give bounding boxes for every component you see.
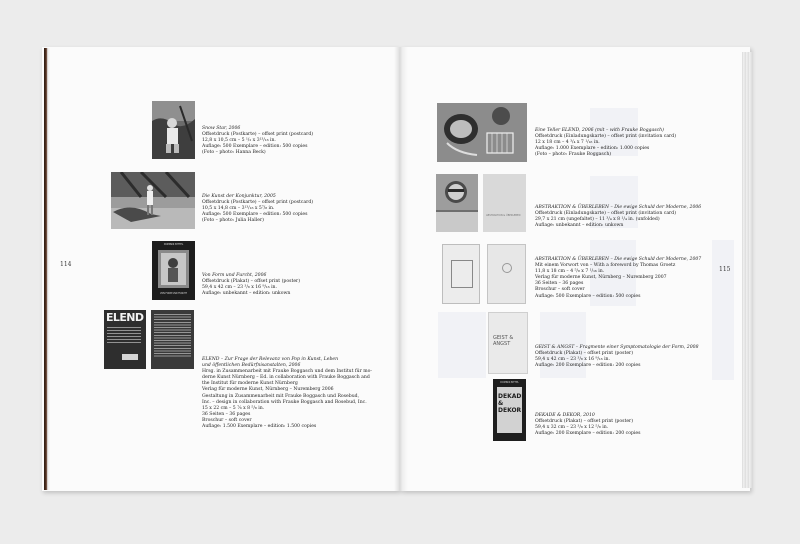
entry-line: (Foto – photo: Hanna Beck): [202, 150, 266, 156]
entry-line: Offsetdruck (Plakat) – offset print (poster): [535, 419, 634, 425]
page-stack-edge: [742, 52, 752, 488]
entry-line: Offsetdruck (Einladungskarte) – offset print (invitation card): [535, 211, 676, 217]
entry-line: (Foto – photo: Julia Haller): [202, 218, 264, 224]
entry-title: Die Kunst der Konjunktur, 2005: [202, 194, 276, 199]
geist-angst-title: GEIST & ANGST: [493, 335, 514, 347]
entry-title: Snow Star, 2006: [202, 126, 241, 131]
entry-line: Auflage: 500 Exemplare – edition: 500 copies: [202, 144, 308, 150]
entry-line: Gestaltung in Zusammenarbeit mit Frauke Boggasch und Rosebud,: [202, 393, 360, 399]
dekade-title: DEKADE & DEKOR: [498, 393, 526, 414]
entry-dekade-dekor: [535, 413, 641, 437]
entry-von-form: [202, 273, 300, 297]
entry-konjunktur: [202, 194, 313, 224]
entry-line: 59,4 x 42 cm – 23 ³/₈ x 16 ⁹/₁₆ in.: [535, 357, 610, 363]
page-number-right: 115: [719, 266, 731, 273]
elend-cover-lines: [107, 327, 141, 345]
elend-cover-logo: [122, 354, 138, 360]
entry-title: ABSTRAKTION & ÜBERLEBEN – Die ewige Schuld der Moderne, 2006: [535, 205, 702, 210]
show-through-5: [438, 312, 486, 378]
entry-line: Broschur – soft cover: [202, 417, 252, 423]
entry-line: Offsetdruck (Einladungskarte) – offset print (invitation card): [535, 134, 676, 140]
page-number-left: 114: [60, 261, 72, 268]
entry-line: derne Kunst Nürnberg – Ed. in collaboration with Frauke Boggasch and: [202, 375, 370, 381]
book-back-seal: [502, 263, 512, 273]
book-cover-edge: [44, 48, 50, 490]
entry-title-continued: und öffentlichen Bedürfnisanstalten, 2006: [202, 363, 301, 369]
abstraktion-card-photo: [436, 174, 478, 232]
abstraktion-book-back: [487, 244, 526, 304]
entry-abstraktion-book: [535, 257, 701, 300]
entry-geist-angst: [535, 345, 699, 369]
entry-line: Inc. – design in collaboration with Frauke Boggasch and Rosebud, Inc.: [202, 399, 367, 405]
konjunktur-photo: [111, 172, 195, 229]
entry-line: Verlag für moderne Kunst, Nürnberg – Nuremberg 2006: [202, 387, 334, 393]
entry-line: Auflage: unbekannt – edition: unkown: [202, 291, 291, 297]
entry-line: 36 Seiten – 36 pages: [202, 411, 251, 417]
entry-line: Offsetdruck (Plakat) – offset print (poster): [535, 351, 634, 357]
entry-line: 11,8 x 18 cm – 4 ⁵/₈ x 7 ¹/₁₆ in.: [535, 269, 605, 275]
entry-line: 29,7 x 21 cm (ungefaltet) – 11 ³/₄ x 8 ¹/₄ in. (unfolded): [535, 217, 660, 223]
entry-line: Auflage: 200 Exemplare – edition: 200 copies: [535, 431, 641, 437]
entry-line: 12 x 18 cm – 4 ³/₄ x 7 ¹/₁₆ in.: [535, 140, 600, 146]
elend-back-text: [154, 314, 191, 358]
abstraktion-card-title: ABSTRAKTION & ÜBERLEBEN: [486, 214, 521, 217]
entry-line: Auflage: 1.500 Exemplare – edition: 1.500 copies: [202, 424, 317, 430]
book-gutter: [394, 47, 408, 491]
entry-line: Mit einem Vorwort von – With a foreword by Thomas Groetz: [535, 263, 676, 269]
entry-snow-star: [202, 126, 313, 156]
entry-line: Verlag für moderne Kunst, Nürnberg – Nuremberg 2007: [535, 275, 667, 281]
abstraktion-card-inside: [483, 174, 526, 232]
entry-line: Auflage: 200 Exemplare – edition: 200 copies: [535, 363, 641, 369]
elend-cover: [104, 310, 146, 369]
snow-star-photo: [152, 101, 195, 159]
entry-title: ELEND – Zur Frage der Relevanz von Pop in Kunst, Leben: [202, 357, 339, 362]
teller-elend-photo: [437, 103, 527, 162]
entry-title: DEKADE & DEKOR, 2010: [535, 413, 595, 418]
elend-cover-title: ELEND: [106, 311, 144, 324]
show-through-6: [712, 240, 734, 380]
entry-line: Offsetdruck (Plakat) – offset print (poster): [202, 279, 301, 285]
entry-elend: [202, 357, 372, 430]
entry-line: 36 Seiten – 36 pages: [535, 281, 584, 287]
entry-line: 12,8 x 10,5 cm – 5 ¹/₂ x 3¹³/₁₆ in.: [202, 138, 276, 144]
abstraktion-book-cover: [442, 244, 480, 304]
entry-line: 59,4 x 32 cm – 23 ³/₈ x 12 ⁵/₈ in.: [535, 425, 609, 431]
entry-line: Auflage: 500 Exemplare – edition: 500 copies: [535, 293, 641, 299]
entry-abstraktion-card: [535, 205, 701, 229]
entry-title: Eine Teller ELEND, 2006 (mit – with Frauke Boggasch): [535, 128, 664, 133]
book-cover-emblem: [451, 260, 473, 288]
dekade-header: DOMINIK BITTEL: [500, 381, 519, 384]
entry-line: Offsetdruck (Postkarte) – offset print (postcard): [202, 132, 314, 138]
entry-line: 59,4 x 42 cm – 23 ³/₈ x 16 ⁹/₁₆ in.: [202, 285, 277, 291]
entry-title: ABSTRAKTION & ÜBERLEBEN – Die ewige Schuld der Moderne, 2007: [535, 257, 702, 262]
entry-line: Broschur – soft cover: [535, 287, 585, 293]
dekade-dekor-poster: [493, 379, 526, 441]
von-form-poster: [152, 241, 195, 300]
entry-line: Auflage: 500 Exemplare – edition: 500 copies: [202, 212, 308, 218]
entry-line: 10,5 x 14,8 cm – 3¹³/₁₆ x 5⁷/₈ in.: [202, 206, 275, 212]
poster-header-text: DOMINIK BITTEL: [163, 243, 184, 246]
geist-angst-poster: [488, 312, 528, 374]
entry-line: the Institut für moderne Kunst Nürnberg: [202, 381, 298, 387]
entry-title: GEIST & ANGST – Fragmente einer Symptomatologie der Form, 2008: [535, 345, 699, 350]
entry-line: Hrsg. in Zusammenarbeit mit Frauke Boggasch und dem Institut für mo-: [202, 369, 372, 375]
entry-line: (Foto – photo: Frauke Boggasch): [535, 152, 612, 158]
elend-back-cover: [151, 310, 194, 369]
entry-line: Offsetdruck (Postkarte) – offset print (postcard): [202, 200, 314, 206]
poster-footer-text: VON FORM UND FURCHT: [160, 292, 187, 295]
entry-line: 15 x 22 cm – 5 ⅞ x 8 ⁵/₈ in.: [202, 405, 265, 411]
entry-title: Von Form und Furcht, 2006: [202, 273, 267, 278]
entry-line: Auflage: unbekannt – edition: unkown: [535, 223, 624, 229]
entry-line: Auflage: 1.000 Exemplare – edition: 1.000 copies: [535, 146, 650, 152]
entry-teller-elend: [535, 128, 676, 158]
